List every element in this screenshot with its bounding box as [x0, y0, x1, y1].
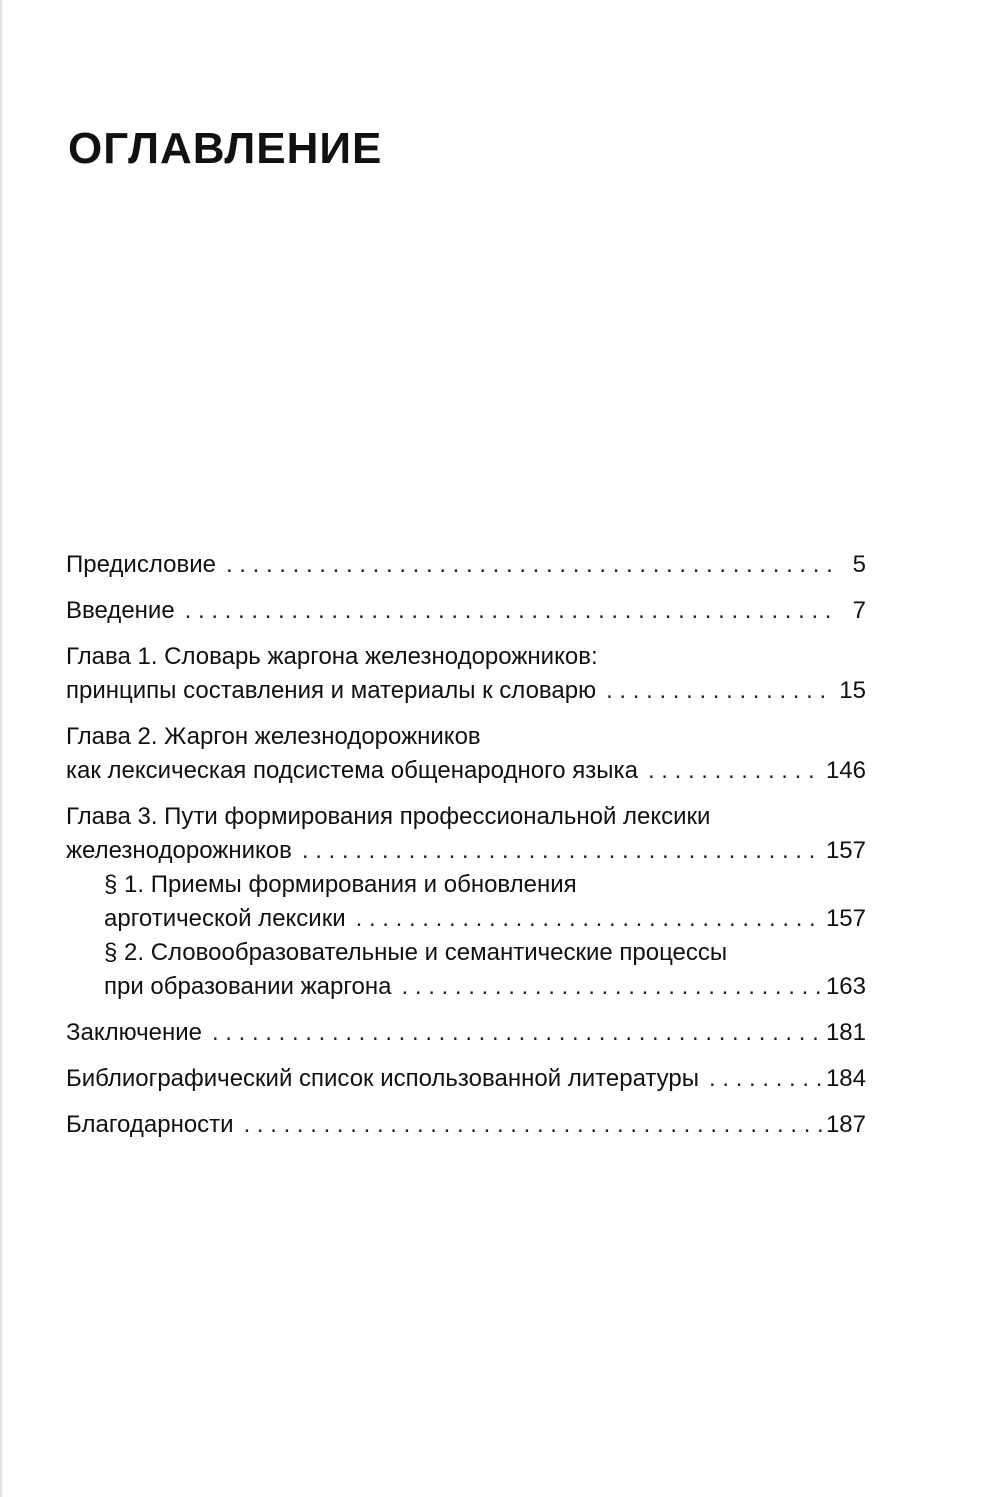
toc-entry-title: Благодарности [66, 1111, 234, 1138]
toc-entry-title: при образовании жаргона [104, 973, 392, 1000]
toc-entry-line [66, 594, 866, 628]
toc-entry-chapter-3[interactable] [66, 800, 866, 868]
toc-entry-line [66, 1108, 866, 1142]
toc-entry-bibliography[interactable] [66, 1062, 866, 1096]
toc-entry-introduction[interactable] [66, 594, 866, 628]
toc-entry-title-line: § 2. Словообразовательные и семантические процессы [104, 939, 728, 966]
toc-entry-section-2[interactable] [66, 936, 866, 1004]
toc-leader-dots [302, 834, 822, 868]
toc-entry-title: Заключение [66, 1019, 202, 1046]
toc-entry-title: арготической лексики [104, 905, 346, 932]
toc-entry-line [66, 1016, 866, 1050]
toc-entry-title: Введение [66, 597, 175, 624]
toc-leader-dots [356, 902, 822, 936]
page-edge [0, 0, 3, 1497]
toc-leader-dots [402, 970, 822, 1004]
toc-entry-chapter-2[interactable] [66, 720, 866, 788]
toc-page-number: 184 [825, 1065, 866, 1092]
toc-page-number: 146 [825, 757, 866, 784]
toc-entry-title-line: Глава 3. Пути формирования профессиональной лексики [66, 803, 711, 830]
toc-entry-title: как лексическая подсистема общенародного языка [66, 757, 638, 784]
toc-entry-line [66, 674, 866, 708]
toc-chapter-3-group [66, 800, 866, 1004]
toc-leader-dots [606, 674, 832, 708]
toc-entry-line [104, 902, 866, 936]
toc-leader-dots [185, 594, 832, 628]
toc-entry-preface[interactable] [66, 548, 866, 582]
toc-leader-dots [244, 1108, 822, 1142]
toc-page-number: 157 [825, 905, 866, 932]
table-of-contents [66, 548, 866, 1154]
toc-page-number: 157 [825, 837, 866, 864]
page-title: ОГЛАВЛЕНИЕ [68, 124, 383, 173]
toc-page-number: 181 [825, 1019, 866, 1046]
toc-entry-chapter-1[interactable] [66, 640, 866, 708]
toc-page-number: 7 [852, 597, 866, 624]
toc-entry-section-1[interactable] [66, 868, 866, 936]
toc-entry-line [66, 1062, 866, 1096]
toc-entry-line [104, 970, 866, 1004]
toc-entry-title: железнодорожников [66, 837, 292, 864]
toc-entry-title: Библиографический список использованной литературы [66, 1065, 700, 1092]
toc-entry-title-line: § 1. Приемы формирования и обновления [104, 871, 577, 898]
toc-entry-line [66, 834, 866, 868]
toc-leader-dots [648, 754, 822, 788]
toc-entry-acknowledgements[interactable] [66, 1108, 866, 1142]
toc-leader-dots [709, 1062, 822, 1096]
toc-page-number: 163 [825, 973, 866, 1000]
toc-page-number: 5 [852, 551, 866, 578]
toc-page-number: 15 [839, 677, 866, 704]
toc-page-number: 187 [825, 1111, 866, 1138]
toc-entry-title-line: Глава 2. Жаргон железнодорожников [66, 723, 481, 750]
toc-entry-title: Предисловие [66, 551, 216, 578]
toc-entry-line [66, 548, 866, 582]
toc-entry-title-line: Глава 1. Словарь жаргона железнодорожников: [66, 643, 598, 670]
toc-entry-title: принципы составления и материалы к словарю [66, 677, 597, 704]
toc-leader-dots [226, 548, 832, 582]
toc-leader-dots [212, 1016, 822, 1050]
toc-entry-line [66, 754, 866, 788]
toc-entry-conclusion[interactable] [66, 1016, 866, 1050]
